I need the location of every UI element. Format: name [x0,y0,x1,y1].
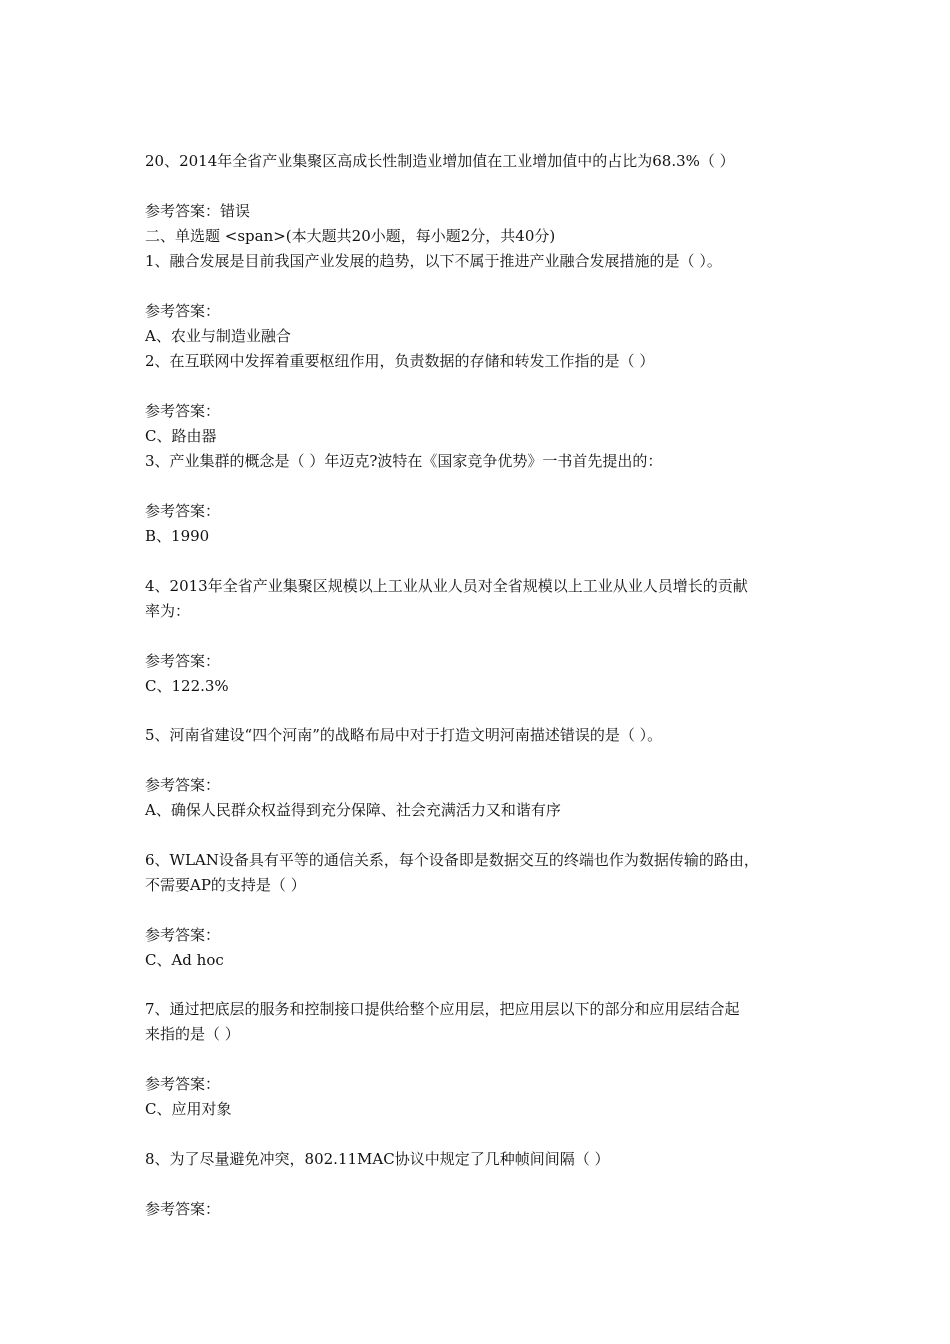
answer-7-label: 参考答案： [145,1075,221,1093]
answer-6: C、Ad hoc [145,951,224,969]
question-4-line-1: 4、2013年全省产业集聚区规模以上工业从业人员对全省规模以上工业从业人员增长的贡献 [145,577,748,595]
section-heading-single-choice: 二、单选题 <span>(本大题共20小题，每小题2分，共40分) [145,227,556,245]
answer-4: C、122.3% [145,677,229,695]
answer-3-label: 参考答案： [145,502,221,520]
answer-2: C、路由器 [145,427,217,445]
answer-20-label: 参考答案：错误 [145,202,251,220]
answer-6-label: 参考答案： [145,926,221,944]
answer-4-label: 参考答案： [145,652,221,670]
answer-5: A、确保人民群众权益得到充分保障、社会充满活力又和谐有序 [145,801,561,819]
question-2: 2、在互联网中发挥着重要枢纽作用，负责数据的存储和转发工作指的是（ ） [145,352,655,370]
answer-8-label: 参考答案： [145,1200,221,1218]
question-5: 5、河南省建设“四个河南”的战略布局中对于打造文明河南描述错误的是（ ）。 [145,726,663,744]
question-6-line-2: 不需要AP的支持是（ ） [145,876,306,894]
question-7-line-2: 来指的是（ ） [145,1025,240,1043]
question-8: 8、为了尽量避免冲突，802.11MAC协议中规定了几种帧间间隔（ ） [145,1150,610,1168]
question-1: 1、融合发展是目前我国产业发展的趋势，以下不属于推进产业融合发展措施的是（ ）。 [145,252,722,270]
answer-1-label: 参考答案： [145,302,221,320]
question-3: 3、产业集群的概念是（ ）年迈克?波特在《国家竞争优势》一书首先提出的： [145,452,663,470]
answer-3: B、1990 [145,527,210,545]
question-20: 20、2014年全省产业集聚区高成长性制造业增加值在工业增加值中的占比为68.3%（ ） [145,152,735,170]
question-4-line-2: 率为： [145,602,191,620]
answer-1: A、农业与制造业融合 [145,327,291,345]
question-7-line-1: 7、通过把底层的服务和控制接口提供给整个应用层，把应用层以下的部分和应用层结合起 [145,1000,740,1018]
answer-7: C、应用对象 [145,1100,232,1118]
question-6-line-1: 6、WLAN设备具有平等的通信关系，每个设备即是数据交互的终端也作为数据传输的路由， [145,851,759,869]
answer-2-label: 参考答案： [145,402,221,420]
answer-5-label: 参考答案： [145,776,221,794]
